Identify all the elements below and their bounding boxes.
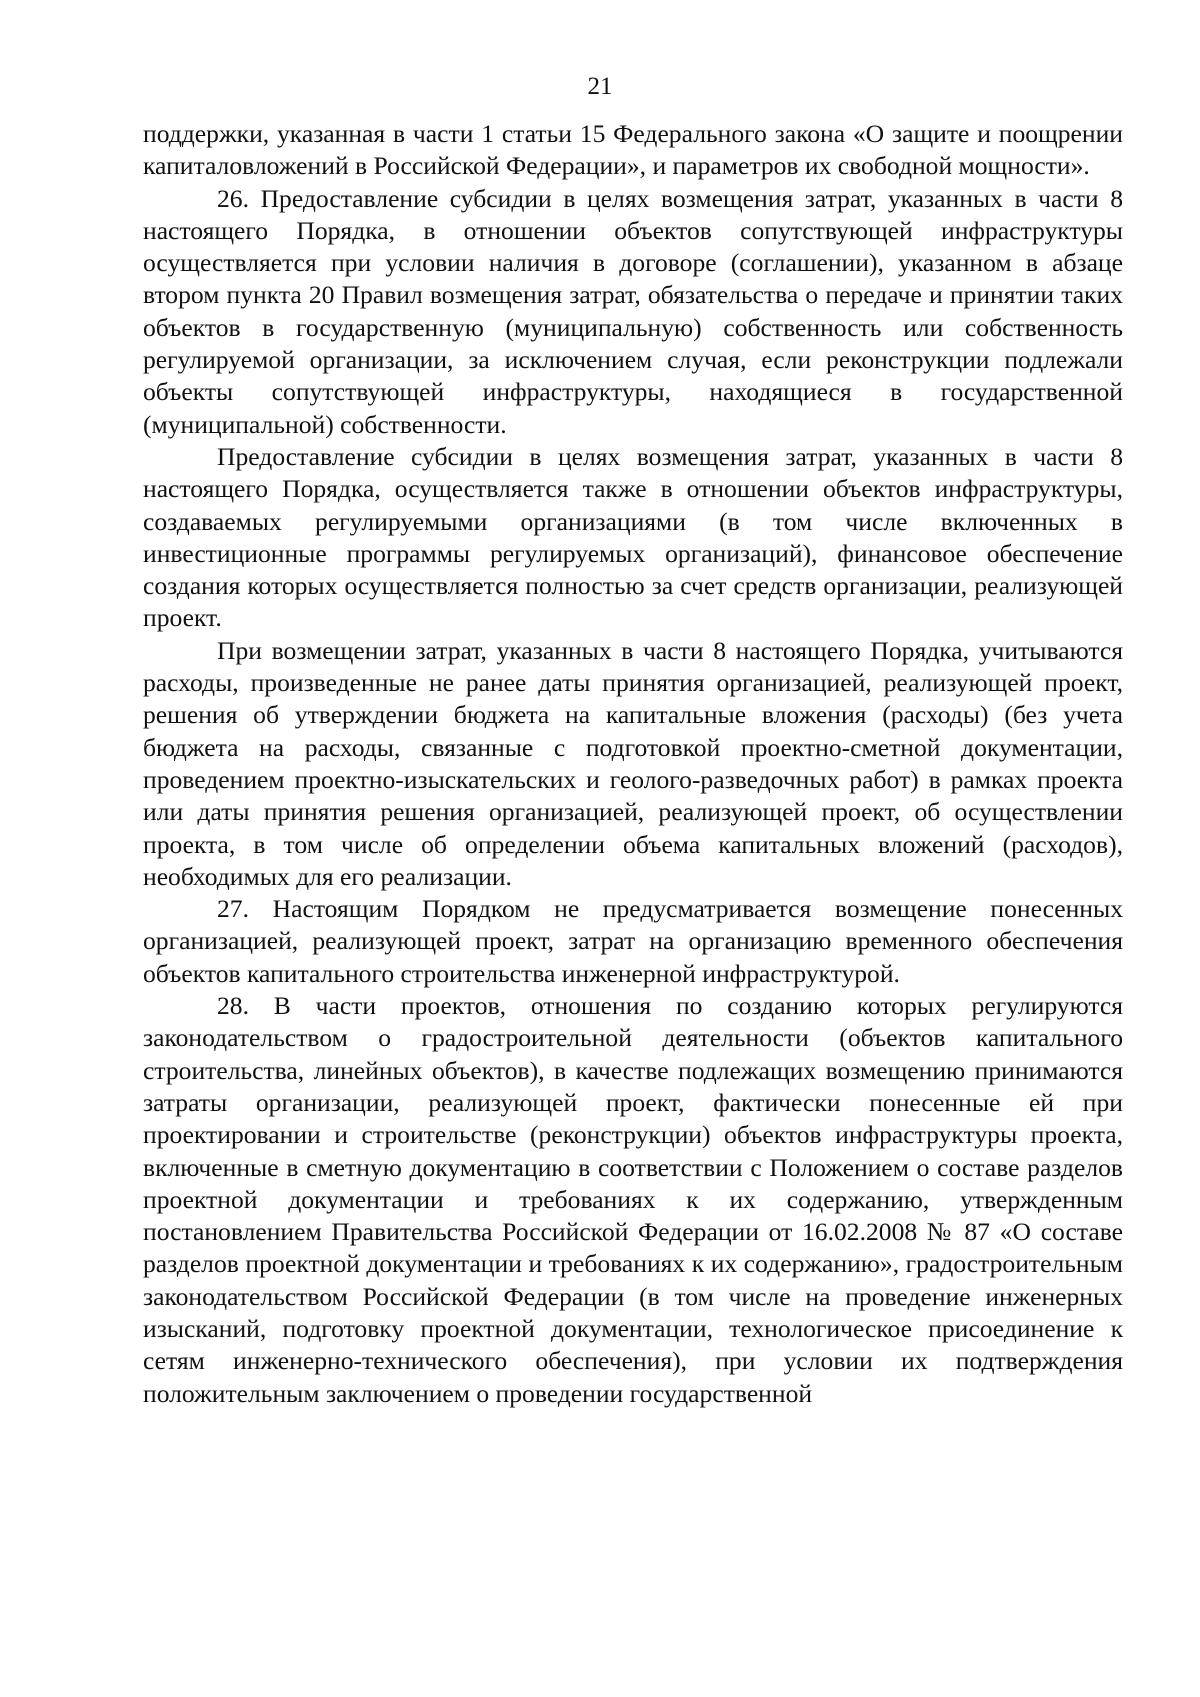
document-body bbox=[143, 118, 1123, 1410]
paragraph-item-28: 28. В части проектов, отношения по созданию которых регулируются законодательством о градостроительной деятельности (объектов капитального строительства, линейных объектов), в качестве подлежащих возмещению принимаются затраты организации, реализующей проект, фактически понесенные ей при проектировании и строительстве (реконструкции) объектов инфраструктуры проекта, включенные в сметную документацию в соответствии с Положением о составе разделов проектной документации и требованиях к их содержанию, утвержденным постановлением Правительства Российской Федерации от 16.02.2008 № 87 «О составе разделов проектной документации и требованиях к их содержанию», градостроительным законодательством Российской Федерации (в том числе на проведение инженерных изысканий, подготовку проектной документации, технологическое присоединение к сетям инженерно-технического обеспечения), при условии их подтверждения положительным заключением о проведении государственной bbox=[143, 991, 1123, 1408]
paragraph-continuation: поддержки, указанная в части 1 статьи 15 Федерального закона «О защите и поощрении капиталовложений в Российской Федерации», и параметров их свободной мощности». bbox=[143, 119, 1123, 181]
paragraph-item-26-cost-accounting: При возмещении затрат, указанных в части 8 настоящего Порядка, учитываются расходы, произведенные не ранее даты принятия организацией, реализующей проект, решения об утверждении бюджета на капитальные вложения (расходы) (без учета бюджета на расходы, связанные с подготовкой проектно-сметной документации, проведением проектно-изыскательских и геолого-разведочных работ) в рамках проекта или даты принятия решения организацией, реализующей проект, об осуществлении проекта, в том числе об определении объема капитальных вложений (расходов), необходимых для его реализации. bbox=[143, 635, 1123, 891]
paragraph-item-26: 26. Предоставление субсидии в целях возмещения затрат, указанных в части 8 настоящего Порядка, в отношении объектов сопутствующей инфраструктуры осуществляется при условии наличия в договоре (соглашении), указанном в абзаце втором пункта 20 Правил возмещения затрат, обязательства о передаче и принятии таких объектов в государственную (муниципальную) собственность или собственность регулируемой организации, за исключением случая, если реконструкции подлежали объекты сопутствующей инфраструктуры, находящиеся в государственной (муниципальной) собственности. bbox=[143, 183, 1123, 439]
paragraph-item-26-subsidy-scope: Предоставление субсидии в целях возмещения затрат, указанных в части 8 настоящего Порядка, осуществляется также в отношении объектов инфраструктуры, создаваемых регулируемыми организациями (в том числе включенных в инвестиционные программы регулируемых организаций), финансовое обеспечение создания которых осуществляется полностью за счет средств организации, реализующей проект. bbox=[143, 441, 1123, 633]
page-number: 21 bbox=[587, 73, 613, 100]
paragraph-item-27: 27. Настоящим Порядком не предусматривается возмещение понесенных организацией, реализующей проект, затрат на организацию временного обеспечения объектов капитального строительства инженерной инфраструктурой. bbox=[143, 894, 1123, 988]
